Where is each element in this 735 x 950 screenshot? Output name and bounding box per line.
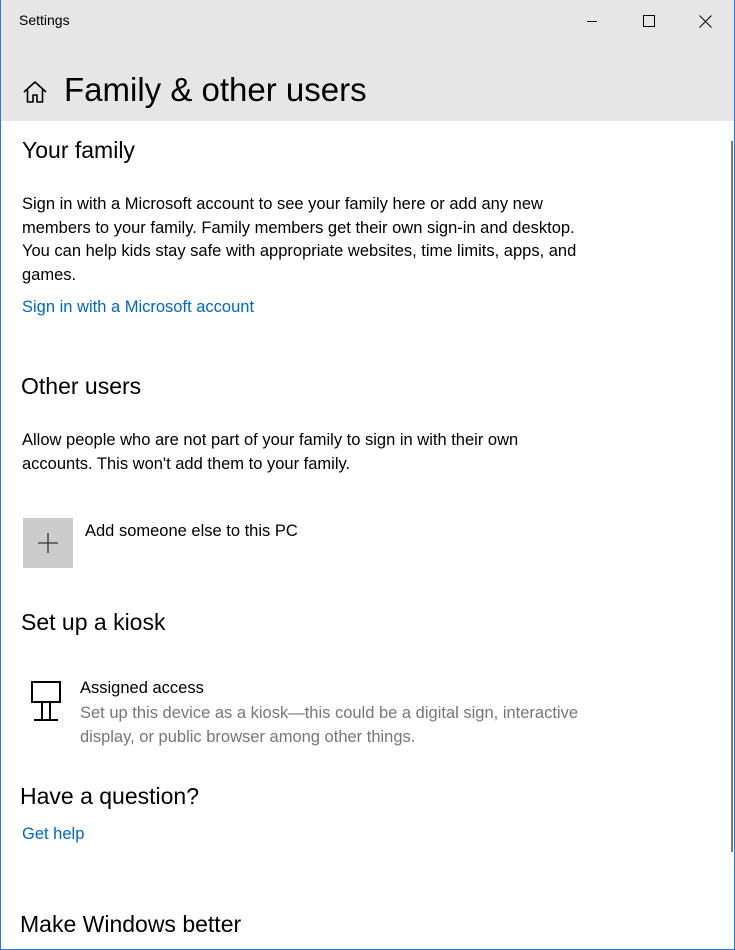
maximize-button[interactable] [620, 0, 677, 42]
close-button[interactable] [677, 0, 734, 42]
question-heading: Have a question? [20, 783, 200, 809]
make-windows-better-heading: Make Windows better [20, 911, 242, 937]
other-users-description: Allow people who are not part of your family to sign in with their own accounts. This won't add them to your family. [22, 431, 519, 473]
settings-content [1, 121, 734, 950]
kiosk-heading: Set up a kiosk [21, 609, 166, 635]
page-header [1, 42, 734, 121]
assigned-access-description: Set up this device as a kiosk—this could be a digital sign, interactive display, or public browser among other things. [80, 704, 579, 746]
title-bar [1, 0, 734, 42]
window-title: Settings [19, 12, 70, 28]
add-user-label[interactable]: Add someone else to this PC [85, 522, 298, 540]
add-user-button[interactable] [23, 518, 73, 568]
maximize-icon [643, 15, 655, 27]
assigned-access-title: Assigned access [80, 679, 204, 697]
sign-in-microsoft-link[interactable]: Sign in with a Microsoft account [22, 298, 255, 316]
home-icon[interactable] [22, 79, 48, 105]
plus-icon [37, 532, 59, 554]
your-family-heading: Your family [22, 137, 135, 163]
page-title: Family & other users [64, 71, 367, 108]
minimize-icon [586, 15, 598, 27]
minimize-button[interactable] [563, 0, 620, 42]
assigned-access-item[interactable] [23, 676, 623, 756]
close-icon [699, 15, 712, 28]
scrollbar[interactable] [731, 141, 733, 852]
other-users-heading: Other users [21, 373, 142, 399]
get-help-link[interactable]: Get help [22, 825, 85, 843]
kiosk-icon [30, 680, 62, 722]
your-family-description: Sign in with a Microsoft account to see your family here or add any new members to your family. Family members get their own sign-in and desktop. You can help kids stay safe with appropriate websites, time limits, apps, and games. [22, 195, 577, 284]
